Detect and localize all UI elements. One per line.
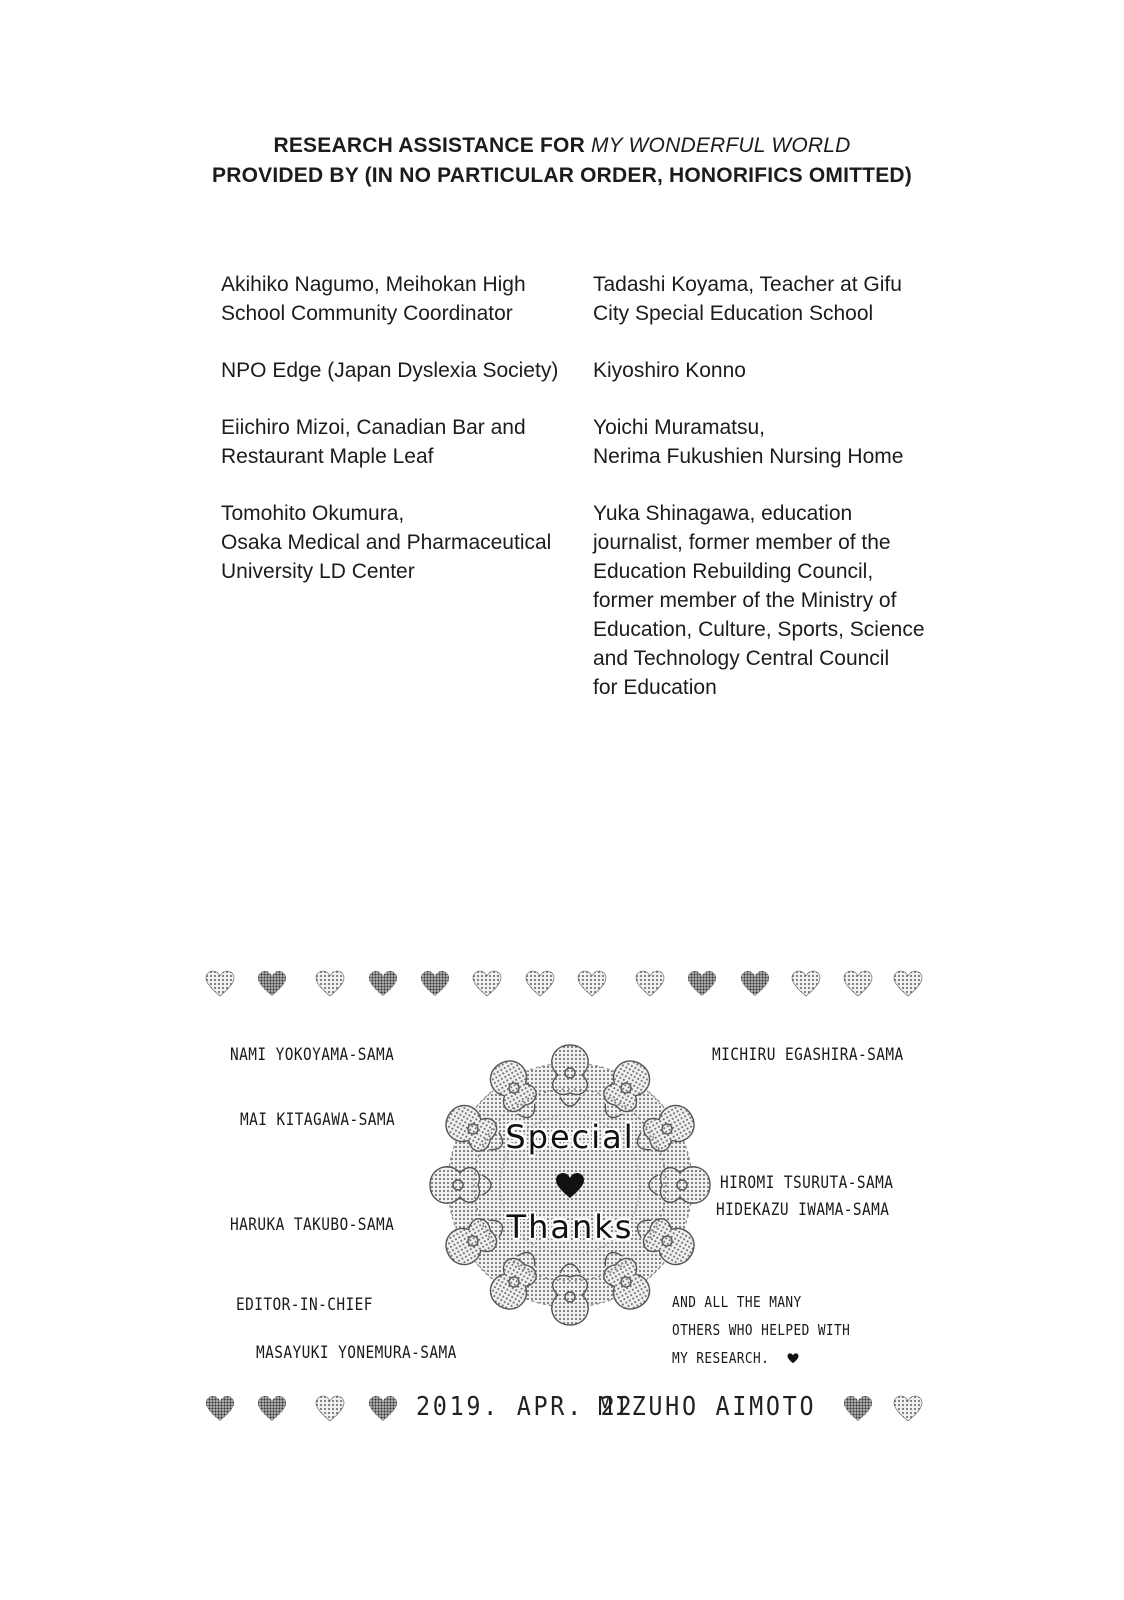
credit-entry: NPO Edge (Japan Dyslexia Society) xyxy=(221,359,559,382)
heart-icon xyxy=(893,970,923,998)
credits-left-column xyxy=(221,270,571,614)
thanks-title: EDITOR-IN-CHIEF xyxy=(236,1295,373,1315)
heart-icon xyxy=(893,1395,923,1423)
signature-author: MIZUHO AIMOTO xyxy=(598,1392,817,1422)
heart-icon xyxy=(420,970,450,998)
credit-entry: Eiichiro Mizoi, Canadian Bar and Restaurant Maple Leaf xyxy=(221,416,526,468)
credit-entry: Tadashi Koyama, Teacher at Gifu City Special Education School xyxy=(593,273,902,325)
header-line-2: PROVIDED BY (IN NO PARTICULAR ORDER, HONORIFICS OMITTED) xyxy=(212,164,912,187)
heart-icon xyxy=(315,970,345,998)
heart-icon xyxy=(525,970,555,998)
heart-icon xyxy=(577,970,607,998)
credit-entry: Tomohito Okumura, Osaka Medical and Pharmaceutical University LD Center xyxy=(221,502,552,583)
thanks-name: MASAYUKI YONEMURA-SAMA xyxy=(256,1343,457,1363)
heart-icon xyxy=(555,1172,585,1200)
heart-icon xyxy=(205,1395,235,1423)
thanks-others: AND ALL THE MANY OTHERS WHO HELPED WITH MY RESEARCH. xyxy=(672,1293,851,1367)
heart-icon xyxy=(635,970,665,998)
header-line-1: RESEARCH ASSISTANCE FOR MY WONDERFUL WORLD xyxy=(273,134,851,157)
credit-entry: Akihiko Nagumo, Meihokan High School Community Coordinator xyxy=(221,273,526,325)
thanks-name: HIROMI TSURUTA-SAMA xyxy=(720,1173,894,1193)
thanks-name: MICHIRU EGASHIRA-SAMA xyxy=(712,1045,904,1065)
special-thanks-word-1: Special xyxy=(505,1118,635,1156)
heart-icon xyxy=(687,970,717,998)
heart-icon xyxy=(740,970,770,998)
credit-entry: Kiyoshiro Konno xyxy=(593,359,746,382)
thanks-name: NAMI YOKOYAMA-SAMA xyxy=(230,1045,395,1065)
heart-icon xyxy=(472,970,502,998)
thanks-name: HARUKA TAKUBO-SAMA xyxy=(230,1215,395,1235)
heart-icon xyxy=(843,970,873,998)
thanks-name: HIDEKAZU IWAMA-SAMA xyxy=(716,1200,890,1220)
heart-icon xyxy=(843,1395,873,1423)
heart-icon xyxy=(787,1353,799,1364)
credit-entry: Yoichi Muramatsu, Nerima Fukushien Nursing Home xyxy=(593,416,904,468)
credit-entry: Yuka Shinagawa, education journalist, former member of the Education Rebuilding Council, former member of the Ministry of Education, Culture, Sports, Science and Technology Central Council for Education xyxy=(593,502,925,699)
credits-right-column xyxy=(593,270,953,730)
heart-icon xyxy=(257,970,287,998)
heart-icon xyxy=(205,970,235,998)
special-thanks-word-2: Thanks xyxy=(506,1208,634,1246)
heart-icon xyxy=(368,1395,398,1423)
credits-header xyxy=(0,131,1124,191)
signature-date: 2019. APR. 22 xyxy=(416,1392,635,1422)
heart-icon xyxy=(315,1395,345,1423)
heart-icon xyxy=(368,970,398,998)
book-title: MY WONDERFUL WORLD xyxy=(590,134,851,157)
heart-icon xyxy=(257,1395,287,1423)
heart-icon xyxy=(791,970,821,998)
heart-border-top xyxy=(205,970,925,1004)
thanks-name: MAI KITAGAWA-SAMA xyxy=(240,1110,396,1130)
